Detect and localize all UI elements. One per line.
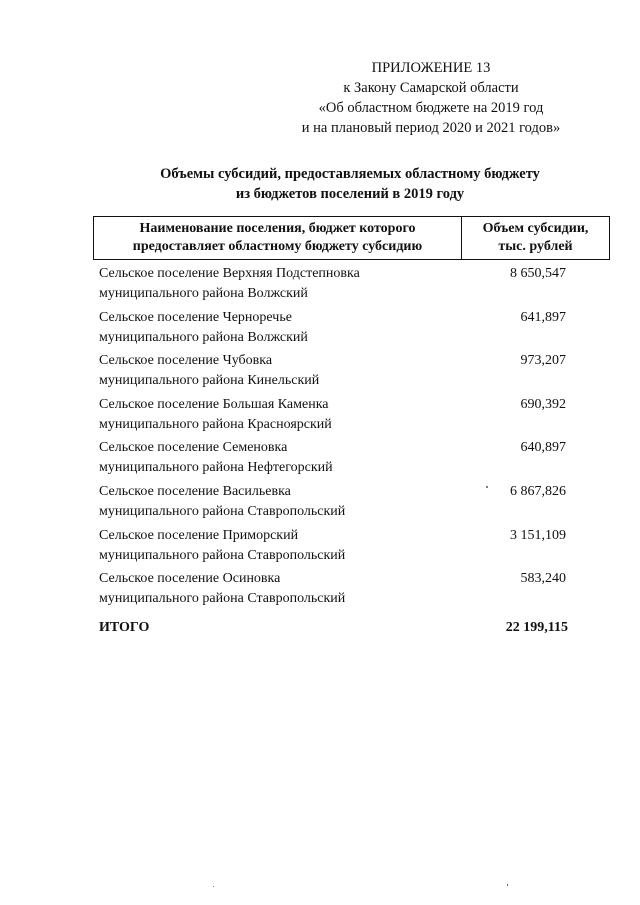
total-value: 22 199,115 [505,620,568,635]
document-title [80,164,620,204]
settlement-name [99,264,461,308]
settlement-line1: Сельское поселение Васильевка [99,483,291,499]
appendix-law-title-line1: «Об областном бюджете на 2019 год [318,100,544,116]
settlement-name [99,526,461,570]
subsidy-value: 6 867,826 [510,483,566,499]
settlement-line2: муниципального района Нефтегорский [99,460,333,476]
header-settlement-name [94,217,462,259]
settlement-line1: Сельское поселение Верхняя Подстепновка [99,266,360,281]
header-subsidy-amount [462,217,609,259]
settlement-line1: Сельское поселение Приморский [99,527,299,543]
table-header [93,216,610,260]
total-row [99,618,610,638]
document-title-line2: из бюджетов поселений в 2019 году [235,186,465,202]
appendix-law-reference: к Закону Самарской области [343,80,519,96]
table-row [99,482,610,526]
table-body [99,264,610,613]
table-row [99,264,610,308]
table-row [99,569,610,613]
subsidy-value: 3 151,109 [510,527,566,543]
table-row [99,526,610,570]
settlement-line2: муниципального района Ставропольский [99,591,346,607]
appendix-law-title-line2: и на плановый период 2020 и 2021 годов» [301,120,561,136]
header-value-line1: Объем субсидии, [482,221,589,236]
settlement-line2: муниципального района Волжский [99,329,308,345]
header-value-line2: тыс. рублей [498,239,573,254]
table-row [99,308,610,352]
table-row [99,395,610,439]
settlement-line2: муниципального района Кинельский [99,373,320,389]
document-title-line1: Объемы субсидий, предоставляемых областному бюджету [160,166,540,182]
scan-speck [213,886,214,887]
settlement-name [99,438,461,482]
settlement-line2: муниципального района Ставропольский [99,503,346,519]
scan-speck [507,884,508,886]
table-row [99,351,610,395]
settlement-line1: Сельское поселение Чубовка [99,353,273,369]
settlement-line1: Сельское поселение Семеновка [99,440,288,456]
settlement-line1: Сельское поселение Осиновка [99,571,281,587]
appendix-header [266,58,596,138]
settlement-name [99,482,461,526]
settlement-name [99,395,461,439]
subsidy-value: 641,897 [520,309,566,325]
settlement-line1: Сельское поселение Большая Каменка [99,396,329,412]
scan-speck [486,486,488,488]
subsidy-value: 583,240 [520,571,566,587]
subsidy-value: 690,392 [520,396,566,412]
subsidy-value: 640,897 [520,440,566,456]
header-name-line2: предоставляет областному бюджету субсидию [132,239,423,254]
appendix-number: ПРИЛОЖЕНИЕ 13 [371,60,491,76]
subsidy-value: 973,207 [520,353,566,369]
settlement-name [99,308,461,352]
settlement-line2: муниципального района Волжский [99,286,308,301]
table-row [99,438,610,482]
header-name-line1: Наименование поселения, бюджет которого [139,221,416,236]
settlement-line2: муниципального района Красноярский [99,416,332,432]
subsidy-value: 8 650,547 [510,266,566,281]
settlement-name [99,569,461,613]
settlement-line2: муниципального района Ставропольский [99,547,346,563]
settlement-name [99,351,461,395]
total-label: ИТОГО [99,620,150,635]
settlement-line1: Сельское поселение Черноречье [99,309,292,325]
